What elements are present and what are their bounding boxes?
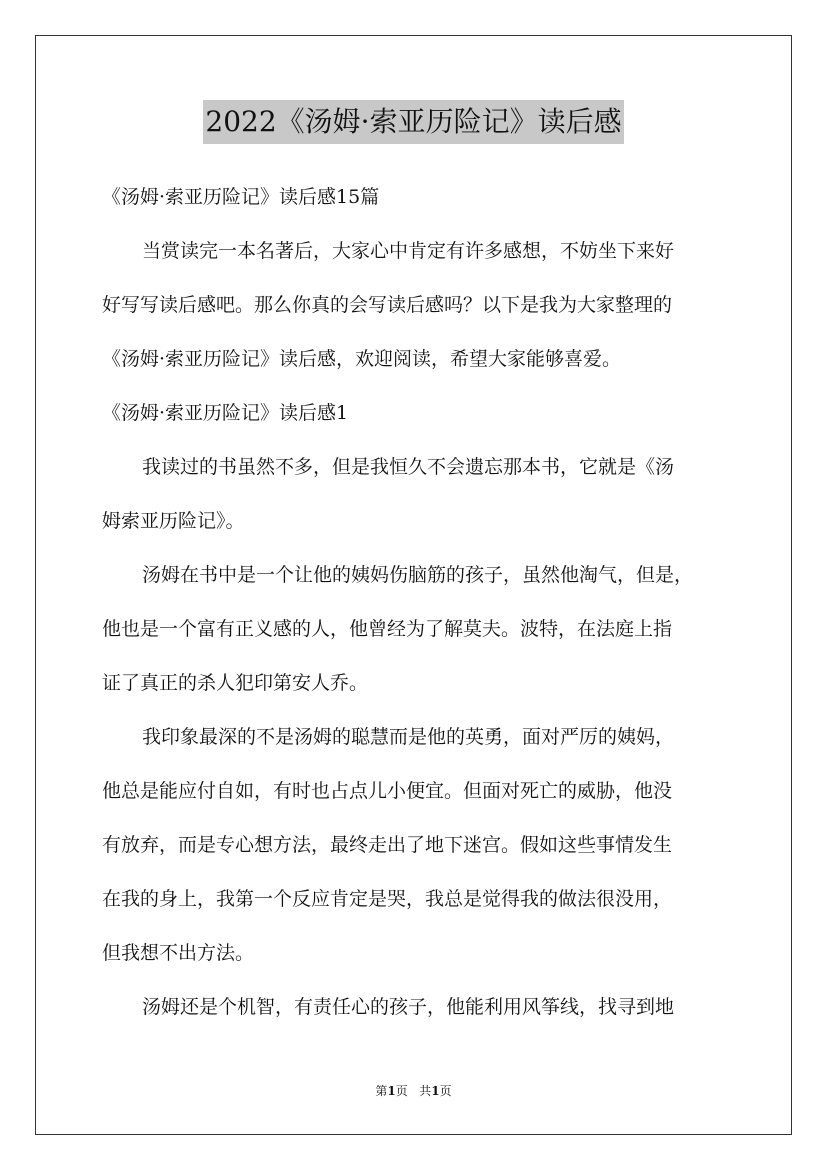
title-container bbox=[0, 100, 827, 144]
text-line: 当赏读完一本名著后，大家心中肯定有许多感想，不妨坐下来好 bbox=[142, 240, 675, 262]
text-line: 有放弃，而是专心想方法，最终走出了地下迷宫。假如这些事情发生 bbox=[102, 834, 673, 856]
text-line: 证了真正的杀人犯印第安人乔。 bbox=[102, 672, 369, 694]
total-label-suffix: 页 bbox=[439, 1084, 452, 1098]
total-label-prefix: 共 bbox=[419, 1084, 432, 1098]
text-line: 姆索亚历险记》。 bbox=[102, 510, 245, 532]
page-footer bbox=[0, 1082, 827, 1100]
total-pages: 1 bbox=[431, 1084, 440, 1098]
text-line: 《汤姆·索亚历险记》读后感1 bbox=[102, 402, 349, 424]
text-line: 但我想不出方法。 bbox=[102, 942, 255, 964]
document-body bbox=[102, 170, 727, 1034]
text-line: 我印象最深的不是汤姆的聪慧而是他的英勇，面对严厉的姨妈， bbox=[142, 726, 675, 748]
text-line: 《汤姆·索亚历险记》读后感15篇 bbox=[102, 186, 380, 208]
text-line: 我读过的书虽然不多，但是我恒久不会遗忘那本书，它就是《汤 bbox=[142, 456, 675, 478]
text-line: 他也是一个富有正义感的人，他曾经为了解莫夫。波特，在法庭上指 bbox=[102, 618, 673, 640]
text-line: 《汤姆·索亚历险记》读后感，欢迎阅读，希望大家能够喜爱。 bbox=[102, 348, 622, 370]
page-label-prefix: 第 bbox=[375, 1084, 388, 1098]
text-line: 在我的身上，我第一个反应肯定是哭，我总是觉得我的做法很没用， bbox=[102, 888, 673, 910]
text-line: 汤姆还是个机智，有责任心的孩子，他能利用风筝线，找寻到地 bbox=[142, 996, 675, 1018]
text-line: 好写写读后感吧。那么你真的会写读后感吗？以下是我为大家整理的 bbox=[102, 294, 673, 316]
text-line: 汤姆在书中是一个让他的姨妈伤脑筋的孩子，虽然他淘气，但是， bbox=[142, 564, 694, 586]
document-title: 2022《汤姆·索亚历险记》读后感 bbox=[203, 100, 623, 144]
page-label-suffix: 页 bbox=[395, 1084, 408, 1098]
page-number: 1 bbox=[387, 1084, 396, 1098]
text-line: 他总是能应付自如，有时也占点儿小便宜。但面对死亡的威胁，他没 bbox=[102, 780, 673, 802]
